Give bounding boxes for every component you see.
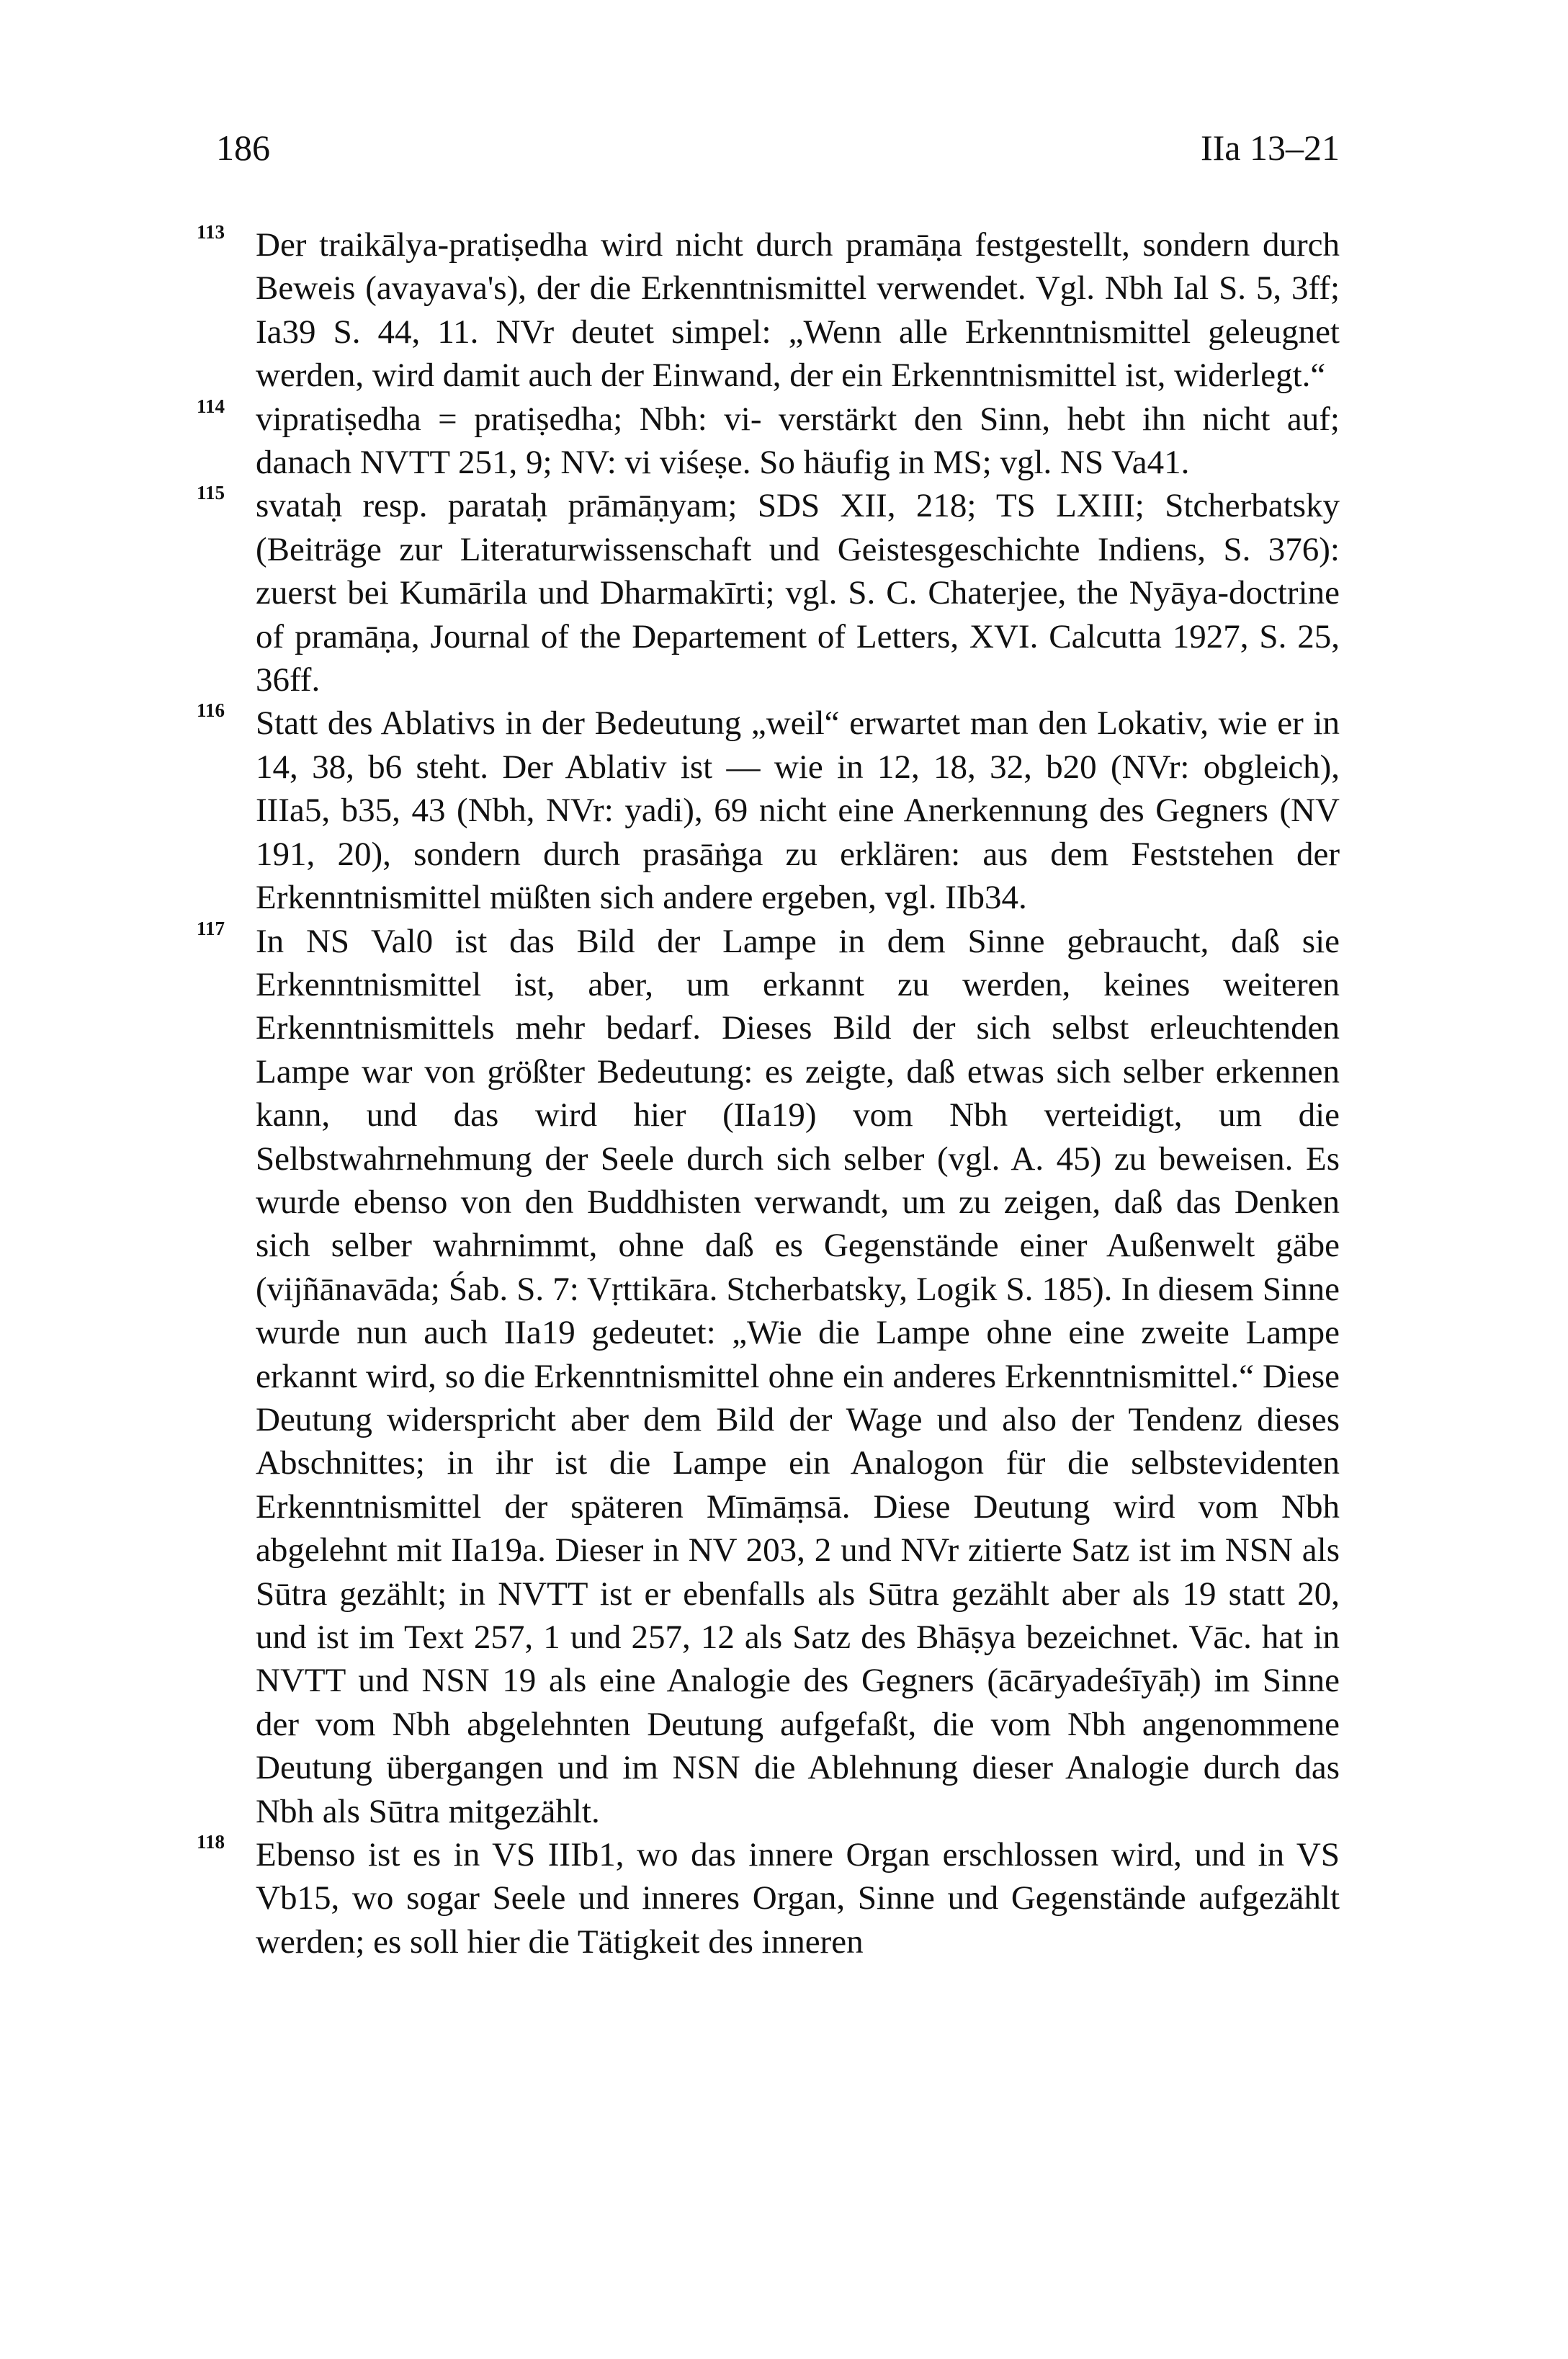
- footnote-number: 117: [197, 917, 225, 939]
- footnote-number: 116: [197, 699, 225, 722]
- footnote-117: [197, 917, 1340, 1834]
- footnote-115: [197, 482, 1340, 702]
- footnote-116: [197, 699, 1340, 919]
- footnote-text: Der traikālya-pratiṣedha wird nicht durch pramāṇa festgestellt, sondern durch Beweis (avayava's), der die Erkenntnismittel verwendet. Vgl. Nbh Ial S. 5, 3ff; Ia39 S. 44, 11. NVr deutet simpel: „Wenn alle Erkenntnismittel geleugnet werden, wird damit auch der Einwand, der ein Erkenntnismittel ist, widerlegt.“: [256, 226, 1340, 395]
- footnote-114: [197, 395, 1340, 485]
- footnote-number: 113: [197, 221, 225, 243]
- footnote-text: vipratiṣedha = pratiṣedha; Nbh: vi- verstärkt den Sinn, hebt ihn nicht auf; danach NVTT 251, 9; NV: vi viśeṣe. So häufig in MS; vgl. NS Va41.: [256, 400, 1340, 482]
- footnote-text: svataḥ resp. parataḥ prāmāṇyam; SDS XII, 218; TS LXIII; Stcherbatsky (Beiträge zur Literaturwissenschaft und Geistesgeschichte Indiens, S. 376): zuerst bei Kumārila und Dharmakīrti; vgl. S. C. Chaterjee, the Nyāya-doctrine of pramāṇa, Journal of the Departement of Letters, XVI. Calcutta 1927, S. 25, 36ff.: [256, 487, 1340, 699]
- footnote-number: 118: [197, 1831, 225, 1853]
- running-head: [216, 115, 1340, 180]
- footnote-text: Ebenso ist es in VS IIIb1, wo das innere Organ erschlossen wird, und in VS Vb15, wo sogar Seele und inneres Organ, Sinne und Gegenstände aufgezählt werden; es soll hier die Tätigkeit des inneren: [256, 1836, 1340, 1961]
- book-page: [197, 115, 1340, 1964]
- footnote-text: Statt des Ablativs in der Bedeutung „weil“ erwartet man den Lokativ, wie er in 14, 38, b6 steht. Der Ablativ ist — wie in 12, 18, 32, b20 (NVr: obgleich), IIIa5, b35, 43 (Nbh, NVr: yadi), 69 nicht eine Anerkennung des Gegners (NV 191, 20), sondern durch prasāṅga zu erklären: aus dem Feststehen der Erkenntnismittel müßten sich andere ergeben, vgl. IIb34.: [256, 704, 1340, 917]
- footnote-number: 115: [197, 482, 225, 504]
- footnote-text: In NS Val0 ist das Bild der Lampe in dem Sinne gebraucht, daß sie Erkenntnismittel ist, aber, um erkannt zu werden, keines weiteren Erkenntnismittels mehr bedarf. Dieses Bild der sich selbst erleuchtenden Lampe war von größter Bedeutung: es zeigte, daß etwas sich selber erkennen kann, und das wird hier (IIa19) vom Nbh verteidigt, um die Selbstwahrnehmung der Seele durch sich selber (vgl. A. 45) zu beweisen. Es wurde ebenso von den Buddhisten verwandt, um zu zeigen, daß das Denken sich selber wahrnimmt, ohne daß es Gegenstände einer Außenwelt gäbe (vijñānavāda; Śab. S. 7: Vṛttikāra. Stcherbatsky, Logik S. 185). In diesem Sinne wurde nun auch IIa19 gedeutet: „Wie die Lampe ohne eine zweite Lampe erkannt wird, so die Erkenntnismittel ohne ein anderes Erkenntnismittel.“ Diese Deutung widerspricht aber dem Bild der Wage und also der Tendenz dieses Abschnittes; in ihr ist die Lampe ein Analogon für die selbstevidenten Erkenntnismittel der späteren Mīmāṃsā. Diese Deutung wird vom Nbh abgelehnt mit IIa19a. Dieser in NV 203, 2 und NVr zitierte Satz ist im NSN als Sūtra gezählt; in NVTT ist er ebenfalls als Sūtra gezählt aber als 19 statt 20, und ist im Text 257, 1 und 257, 12 als Satz des Bhāṣya bezeichnet. Vāc. hat in NVTT und NSN 19 als eine Analogie des Gegners (ācāryadeśīyāḥ) im Sinne der vom Nbh abgelehnten Deutung aufgefaßt, die vom Nbh angenommene Deutung übergangen und im NSN die Ablehnung dieser Analogie durch das Nbh als Sūtra mitgezählt.: [256, 922, 1340, 1830]
- section-reference: IIa 13–21: [1201, 127, 1340, 168]
- page-number: 186: [216, 127, 270, 168]
- footnote-118: [197, 1831, 1340, 1964]
- footnotes: [197, 221, 1340, 1964]
- footnote-113: [197, 221, 1340, 398]
- footnote-number: 114: [197, 395, 225, 417]
